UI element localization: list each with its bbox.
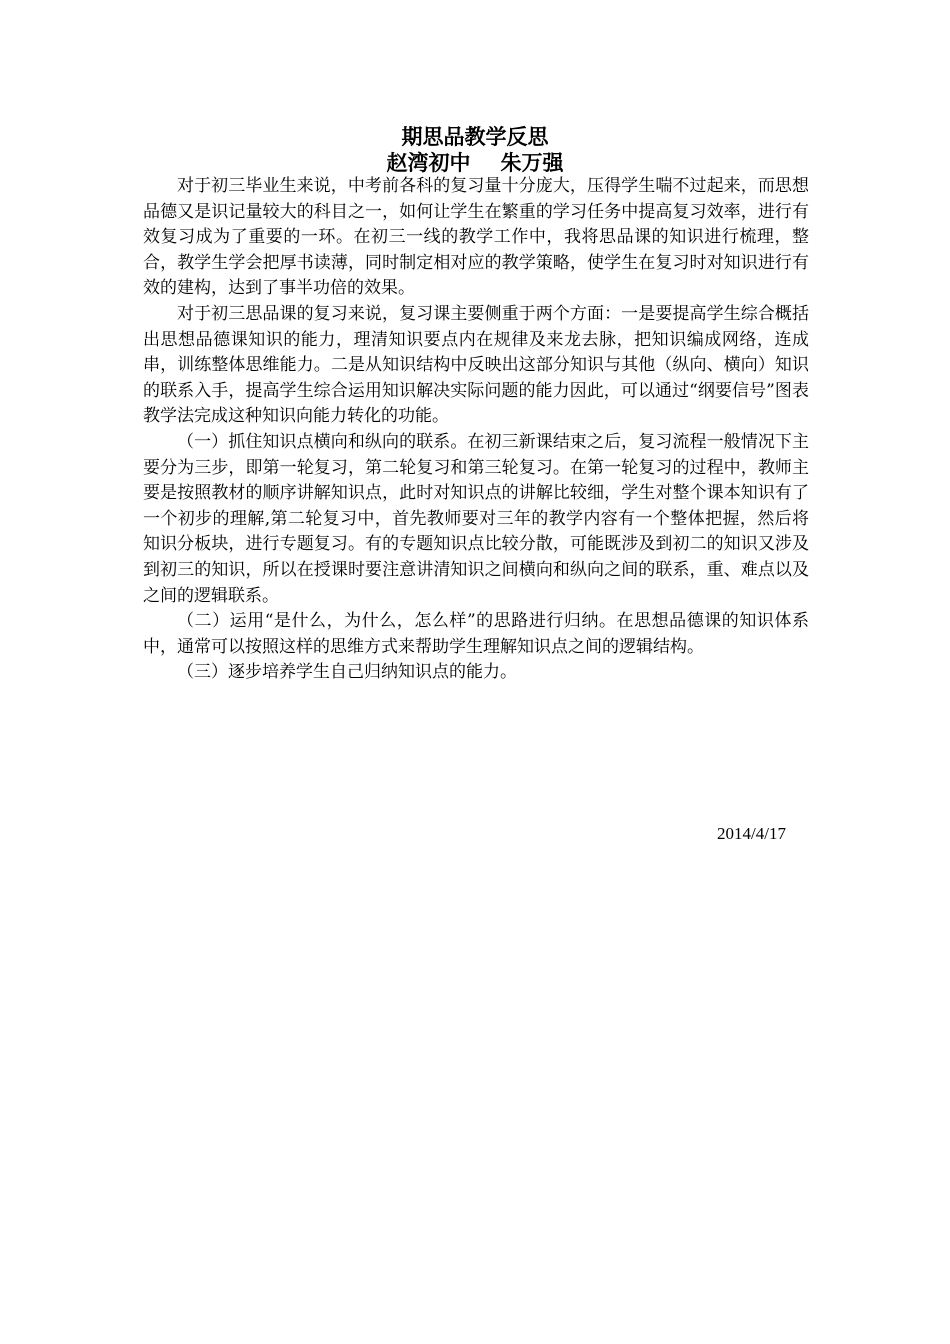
school-name: 赵湾初中 bbox=[386, 150, 471, 175]
document-title: 期思品教学反思 bbox=[401, 124, 549, 149]
paragraph-review-focus: 对于初三思品课的复习来说，复习课主要侧重于两个方面：一是要提高学生综合概括出思想品德课知识的能力，理清知识要点内在规律及来龙去脉，把知识编成网络，连成串，训练整体思维能力。二是从知识结构中反映出这部分知识与其他（纵向、横向）知识的联系入手，提高学生综合运用知识解决实际问题的能力因此，可以通过“纲要信号”图表教学法完成这种知识向能力转化的功能。 bbox=[143, 303, 809, 427]
document-date: 2014/4/17 bbox=[717, 824, 786, 843]
paragraph-intro: 对于初三毕业生来说，中考前各科的复习量十分庞大，压得学生喘不过起来，而思想品德又是识记量较大的科目之一，如何让学生在繁重的学习任务中提高复习效率，进行有效复习成为了重要的一环。在初三一线的教学工作中，我将思品课的知识进行梳理，整合，教学生学会把厚书读薄，同时制定相对应的教学策略，使学生在复习时对知识进行有效的建构，达到了事半功倍的效果。 bbox=[143, 176, 809, 299]
paragraph-point-one: （一）抓住知识点横向和纵向的联系。在初三新课结束之后，复习流程一般情况下主要分为三步，即第一轮复习，第二轮复习和第三轮复习。在第一轮复习的过程中，教师主要是按照教材的顺序讲解知识点，此时对知识点的讲解比较细，学生对整个课本知识有了一个初步的理解,第二轮复习中，首先教师要对三年的教学内容有一个整体把握，然后将知识分板块，进行专题复习。有的专题知识点比较分散，可能既涉及到初二的知识又涉及到初三的知识，所以在授课时要注意讲清知识之间横向和纵向之间的联系，重、难点以及之间的逻辑联系。 bbox=[143, 431, 809, 606]
paragraph-point-two: （二）运用“是什么，为什么，怎么样”的思路进行归纳。在思想品德课的知识体系中，通常可以按照这样的思维方式来帮助学生理解知识点之间的逻辑结构。 bbox=[143, 611, 809, 657]
author-name: 朱万强 bbox=[500, 150, 564, 175]
paragraph-point-three: （三）逐步培养学生自己归纳知识点的能力。 bbox=[177, 662, 517, 683]
document-body bbox=[143, 174, 809, 686]
author-line bbox=[0, 150, 950, 176]
